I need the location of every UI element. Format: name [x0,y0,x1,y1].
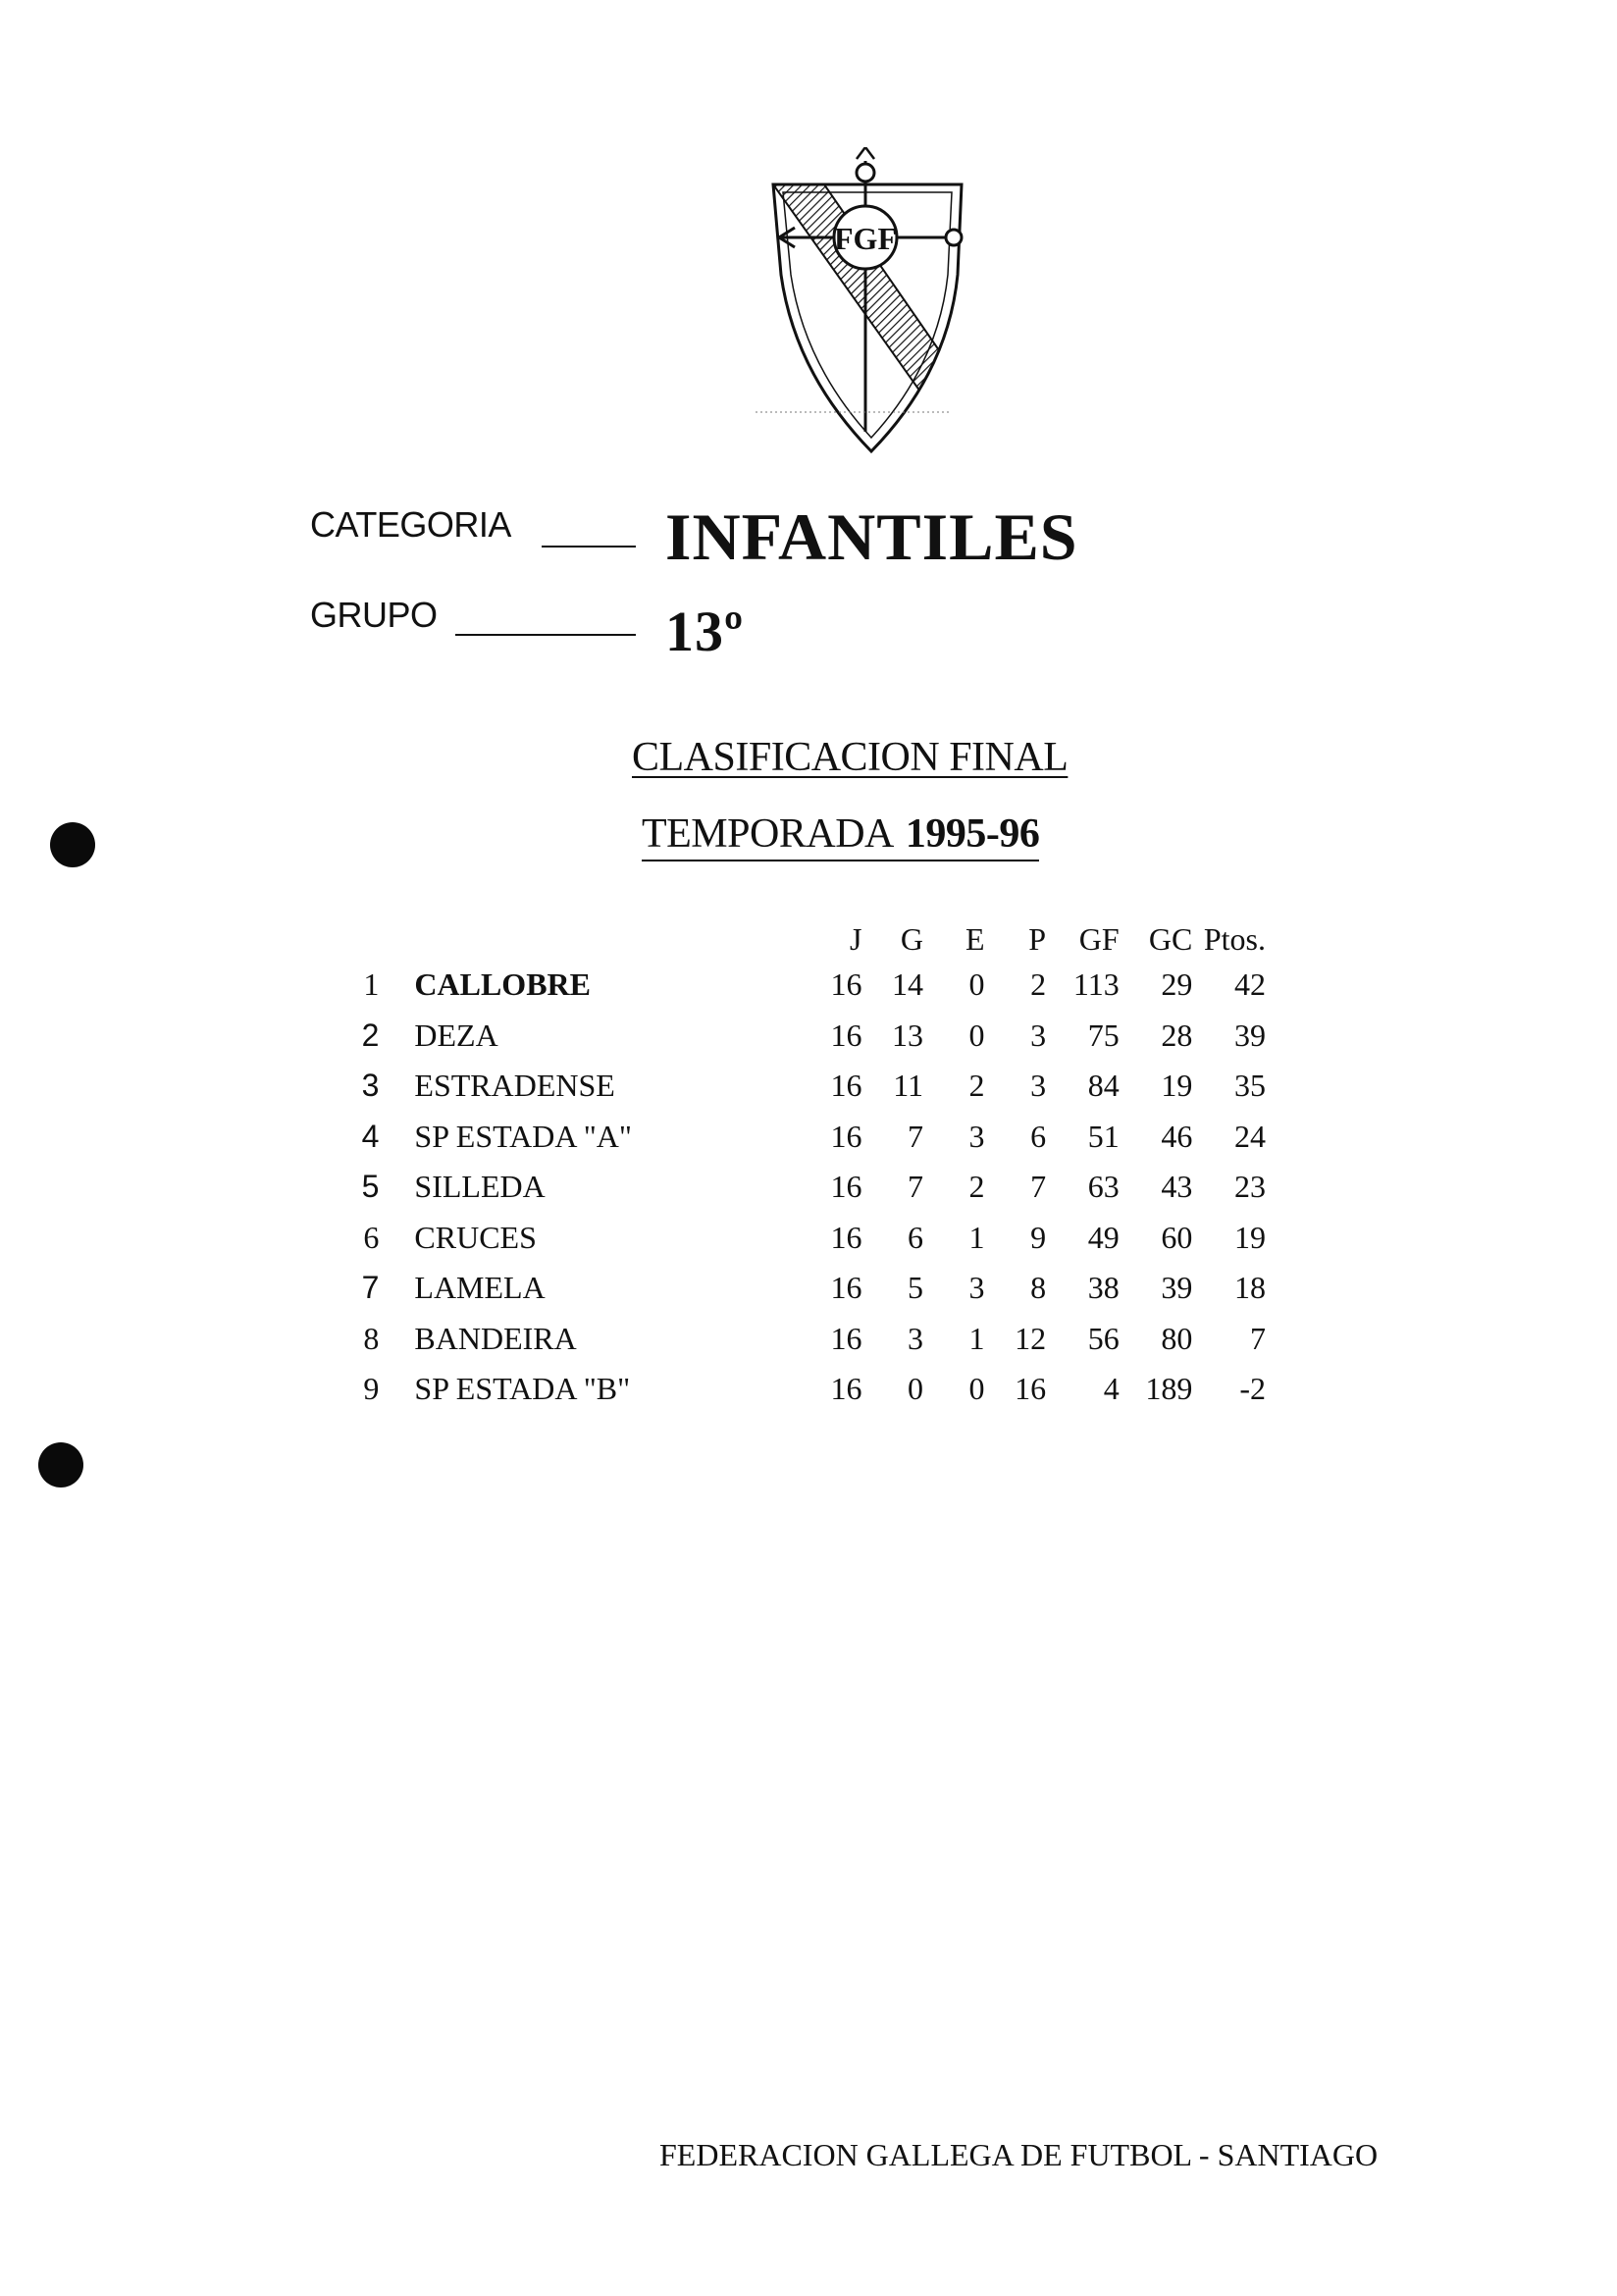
row-e: 1 [968,1320,985,1356]
row-position: 4 [361,1118,380,1154]
row-g: 6 [908,1219,924,1255]
row-p: 16 [1015,1371,1047,1407]
row-g: 7 [908,1169,924,1205]
row-gf: 49 [1087,1219,1120,1255]
crest-monogram: FGF [834,221,897,256]
row-gf: 4 [1103,1371,1120,1407]
season-value: 1995-96 [905,811,1040,857]
row-gf: 113 [1072,966,1120,1003]
row-j: 16 [830,1169,862,1205]
header-p: P [1028,920,1047,957]
row-team: LAMELA [414,1270,546,1306]
categoria-label: CATEGORIA [310,504,511,545]
row-p: 3 [1030,1068,1047,1104]
row-g: 13 [892,1017,924,1053]
row-e: 2 [968,1068,985,1104]
row-position: 6 [363,1219,380,1255]
row-position: 8 [363,1320,380,1356]
standings-table [343,918,1266,1415]
row-g: 5 [908,1270,924,1306]
row-position: 2 [361,1017,380,1053]
row-gf: 51 [1087,1118,1120,1154]
row-j: 16 [830,1118,862,1154]
classification-title: CLASIFICACION FINAL [632,735,1069,780]
row-gf: 38 [1087,1270,1120,1306]
row-gf: 63 [1087,1169,1120,1205]
grupo-underline [455,634,636,636]
categoria-value: INFANTILES [665,499,1078,574]
header-e: E [965,920,985,957]
categoria-underline [542,546,636,548]
federation-crest-icon [756,147,981,461]
row-position: 1 [363,966,380,1003]
row-ptos: -2 [1239,1371,1266,1407]
row-p: 7 [1030,1169,1047,1205]
row-position: 3 [361,1068,380,1104]
row-p: 3 [1030,1017,1047,1053]
row-position: 5 [361,1169,380,1205]
header-team [389,918,801,960]
standings-body [343,960,1266,1415]
row-e: 1 [968,1219,985,1255]
row-gc: 19 [1161,1068,1193,1104]
row-ptos: 24 [1234,1118,1266,1154]
row-e: 0 [968,1017,985,1053]
row-position: 9 [363,1371,380,1407]
header-gc: GC [1148,920,1193,957]
row-gf: 75 [1087,1017,1120,1053]
header-ptos: Ptos. [1203,920,1266,957]
row-team: SP ESTADA "B" [414,1371,631,1407]
row-team: SP ESTADA "A" [414,1118,632,1154]
row-p: 6 [1030,1118,1047,1154]
row-j: 16 [830,1270,862,1306]
row-gc: 29 [1161,966,1193,1003]
row-j: 16 [830,1219,862,1255]
table-row [343,1364,1266,1415]
row-team: SILLEDA [414,1169,546,1205]
season-prefix: TEMPORADA [642,811,894,857]
row-p: 8 [1030,1270,1047,1306]
header-gf: GF [1078,920,1120,957]
header-j: J [850,920,862,957]
row-e: 2 [968,1169,985,1205]
table-row [343,1112,1266,1163]
row-ptos: 35 [1234,1068,1266,1104]
row-g: 11 [893,1068,924,1104]
row-team: BANDEIRA [414,1320,577,1356]
season-heading [642,810,1039,861]
row-g: 3 [908,1320,924,1356]
table-row [343,1162,1266,1213]
row-p: 9 [1030,1219,1047,1255]
row-gc: 189 [1145,1371,1193,1407]
punch-hole-top [50,822,95,867]
row-team: ESTRADENSE [414,1068,615,1104]
row-p: 2 [1030,966,1047,1003]
row-gc: 28 [1161,1017,1193,1053]
header-g: G [900,920,924,957]
row-gc: 39 [1161,1270,1193,1306]
header-pos [343,918,389,960]
row-e: 3 [968,1118,985,1154]
row-j: 16 [830,966,862,1003]
row-e: 0 [968,966,985,1003]
row-ptos: 19 [1234,1219,1266,1255]
row-gc: 43 [1161,1169,1193,1205]
row-j: 16 [830,1017,862,1053]
table-row [343,960,1266,1011]
row-j: 16 [830,1320,862,1356]
table-row [343,1061,1266,1112]
row-ptos: 39 [1234,1017,1266,1053]
row-e: 0 [968,1371,985,1407]
row-gc: 60 [1161,1219,1193,1255]
table-row [343,1213,1266,1264]
row-ptos: 42 [1234,966,1266,1003]
row-gf: 84 [1087,1068,1120,1104]
row-e: 3 [968,1270,985,1306]
grupo-label: GRUPO [310,595,438,635]
row-team: CALLOBRE [414,966,591,1003]
row-g: 7 [908,1118,924,1154]
row-gc: 46 [1161,1118,1193,1154]
row-team: DEZA [414,1017,498,1053]
row-gf: 56 [1087,1320,1120,1356]
row-ptos: 18 [1234,1270,1266,1306]
standings-header-row [343,918,1266,960]
row-gc: 80 [1161,1320,1193,1356]
row-ptos: 7 [1250,1320,1266,1356]
row-p: 12 [1015,1320,1047,1356]
grupo-value: 13º [665,600,745,663]
punch-hole-bottom [38,1442,83,1487]
row-g: 0 [908,1371,924,1407]
table-row [343,1011,1266,1062]
row-ptos: 23 [1234,1169,1266,1205]
footer-federation: FEDERACION GALLEGA DE FUTBOL - SANTIAGO [659,2137,1379,2172]
row-g: 14 [892,966,924,1003]
table-row [343,1314,1266,1365]
row-j: 16 [830,1068,862,1104]
row-position: 7 [361,1270,380,1306]
table-row [343,1263,1266,1314]
row-j: 16 [830,1371,862,1407]
row-team: CRUCES [414,1219,537,1255]
